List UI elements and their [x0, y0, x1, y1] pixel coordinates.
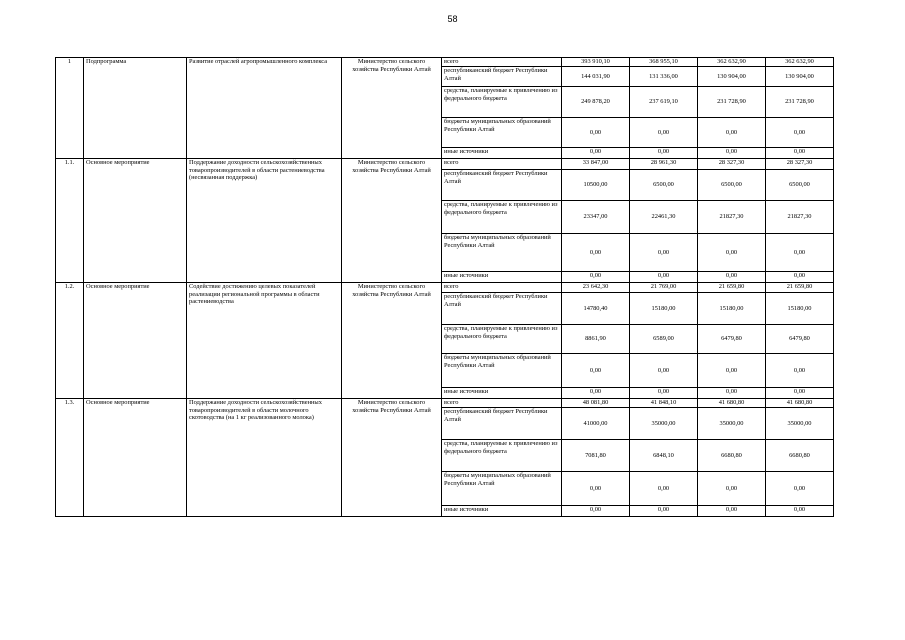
amount-cell: 23347,00 — [562, 201, 630, 234]
row-name: Поддержание доходности сельскохозяйственных товаропроизводителей в области растениеводства (несвязанная поддержка) — [187, 159, 342, 283]
amount-cell: 22461,30 — [630, 201, 698, 234]
amount-cell: 0,00 — [698, 234, 766, 272]
row-name: Содействие достижению целевых показателей реализации региональной программы в области растениеводства — [187, 283, 342, 399]
amount-cell: 35000,00 — [630, 408, 698, 440]
amount-cell: 362 632,90 — [698, 58, 766, 67]
amount-cell: 0,00 — [698, 148, 766, 159]
amount-cell: 0,00 — [766, 148, 834, 159]
row-number: 1.1. — [56, 159, 84, 283]
amount-cell: 0,00 — [766, 118, 834, 148]
source-label: республиканский бюджет Республики Алтай — [442, 67, 562, 87]
source-label: республиканский бюджет Республики Алтай — [442, 408, 562, 440]
row-name: Поддержание доходности сельскохозяйственных товаропроизводителей в области молочного скотоводства (на 1 кг реализованного молока) — [187, 399, 342, 517]
amount-cell: 6500,00 — [698, 170, 766, 201]
amount-cell: 21827,30 — [698, 201, 766, 234]
amount-cell: 0,00 — [630, 388, 698, 399]
page-number: 58 — [447, 14, 458, 24]
amount-cell: 6500,00 — [630, 170, 698, 201]
amount-cell: 6479,80 — [698, 325, 766, 354]
amount-cell: 130 904,00 — [766, 67, 834, 87]
amount-cell: 35000,00 — [698, 408, 766, 440]
amount-cell: 0,00 — [698, 118, 766, 148]
amount-cell: 14780,40 — [562, 293, 630, 325]
amount-cell: 6479,80 — [766, 325, 834, 354]
source-label: бюджеты муниципальных образований Республики Алтай — [442, 234, 562, 272]
amount-cell: 23 642,30 — [562, 283, 630, 293]
source-label: всего — [442, 399, 562, 408]
amount-cell: 0,00 — [630, 506, 698, 517]
amount-cell: 6680,80 — [766, 440, 834, 472]
amount-cell: 231 728,90 — [698, 87, 766, 118]
amount-cell: 0,00 — [562, 272, 630, 283]
amount-cell: 41000,00 — [562, 408, 630, 440]
source-label: всего — [442, 283, 562, 293]
source-label: бюджеты муниципальных образований Республики Алтай — [442, 354, 562, 388]
amount-cell: 15180,00 — [766, 293, 834, 325]
source-label: всего — [442, 159, 562, 170]
amount-cell: 41 848,10 — [630, 399, 698, 408]
amount-cell: 0,00 — [630, 472, 698, 506]
row-type: Основное мероприятие — [84, 283, 187, 399]
budget-table — [55, 57, 834, 517]
amount-cell: 15180,00 — [698, 293, 766, 325]
row-name: Развитие отраслей агропромышленного комплекса — [187, 58, 342, 159]
row-responsible: Министерство сельского хозяйства Республики Алтай — [342, 283, 442, 399]
amount-cell: 0,00 — [562, 118, 630, 148]
amount-cell: 0,00 — [698, 272, 766, 283]
amount-cell: 0,00 — [630, 354, 698, 388]
row-responsible: Министерство сельского хозяйства Республики Алтай — [342, 399, 442, 517]
source-label: всего — [442, 58, 562, 67]
amount-cell: 0,00 — [698, 354, 766, 388]
amount-cell: 393 910,10 — [562, 58, 630, 67]
amount-cell: 6589,00 — [630, 325, 698, 354]
amount-cell: 130 904,00 — [698, 67, 766, 87]
amount-cell: 131 336,00 — [630, 67, 698, 87]
table-row — [56, 399, 834, 408]
source-label: иные источники — [442, 388, 562, 399]
row-number: 1.3. — [56, 399, 84, 517]
source-label: иные источники — [442, 148, 562, 159]
source-label: средства, планируемые к привлечению из федерального бюджета — [442, 87, 562, 118]
amount-cell: 144 031,90 — [562, 67, 630, 87]
amount-cell: 15180,00 — [630, 293, 698, 325]
amount-cell: 0,00 — [630, 234, 698, 272]
row-type: Подпрограмма — [84, 58, 187, 159]
amount-cell: 0,00 — [766, 472, 834, 506]
table-row — [56, 283, 834, 293]
amount-cell: 0,00 — [562, 506, 630, 517]
amount-cell: 368 955,10 — [630, 58, 698, 67]
source-label: бюджеты муниципальных образований Республики Алтай — [442, 472, 562, 506]
amount-cell: 41 680,80 — [698, 399, 766, 408]
table-row — [56, 58, 834, 67]
amount-cell: 0,00 — [698, 388, 766, 399]
amount-cell: 6500,00 — [766, 170, 834, 201]
amount-cell: 249 878,20 — [562, 87, 630, 118]
amount-cell: 0,00 — [562, 388, 630, 399]
amount-cell: 0,00 — [562, 234, 630, 272]
source-label: средства, планируемые к привлечению из федерального бюджета — [442, 201, 562, 234]
amount-cell: 41 680,80 — [766, 399, 834, 408]
source-label: иные источники — [442, 272, 562, 283]
amount-cell: 0,00 — [766, 388, 834, 399]
amount-cell: 0,00 — [698, 506, 766, 517]
row-type: Основное мероприятие — [84, 159, 187, 283]
amount-cell: 0,00 — [698, 472, 766, 506]
amount-cell: 21 659,80 — [698, 283, 766, 293]
amount-cell: 33 847,00 — [562, 159, 630, 170]
row-responsible: Министерство сельского хозяйства Республики Алтай — [342, 159, 442, 283]
amount-cell: 0,00 — [766, 506, 834, 517]
amount-cell: 28 961,30 — [630, 159, 698, 170]
amount-cell: 0,00 — [766, 234, 834, 272]
source-label: республиканский бюджет Республики Алтай — [442, 293, 562, 325]
source-label: средства, планируемые к привлечению из федерального бюджета — [442, 440, 562, 472]
amount-cell: 0,00 — [562, 472, 630, 506]
amount-cell: 0,00 — [562, 354, 630, 388]
amount-cell: 21 659,80 — [766, 283, 834, 293]
amount-cell: 6680,80 — [698, 440, 766, 472]
amount-cell: 28 327,30 — [698, 159, 766, 170]
amount-cell: 0,00 — [630, 118, 698, 148]
amount-cell: 10500,00 — [562, 170, 630, 201]
row-number: 1.2. — [56, 283, 84, 399]
amount-cell: 0,00 — [630, 148, 698, 159]
amount-cell: 0,00 — [630, 272, 698, 283]
amount-cell: 8861,90 — [562, 325, 630, 354]
amount-cell: 362 632,90 — [766, 58, 834, 67]
amount-cell: 0,00 — [766, 354, 834, 388]
source-label: республиканский бюджет Республики Алтай — [442, 170, 562, 201]
table-row — [56, 159, 834, 170]
amount-cell: 21 769,00 — [630, 283, 698, 293]
source-label: бюджеты муниципальных образований Республики Алтай — [442, 118, 562, 148]
amount-cell: 28 327,30 — [766, 159, 834, 170]
row-number: 1 — [56, 58, 84, 159]
source-label: средства, планируемые к привлечению из федерального бюджета — [442, 325, 562, 354]
amount-cell: 7081,80 — [562, 440, 630, 472]
amount-cell: 237 619,10 — [630, 87, 698, 118]
row-type: Основное мероприятие — [84, 399, 187, 517]
amount-cell: 0,00 — [562, 148, 630, 159]
row-responsible: Министерство сельского хозяйства Республики Алтай — [342, 58, 442, 159]
amount-cell: 35000,00 — [766, 408, 834, 440]
amount-cell: 48 081,80 — [562, 399, 630, 408]
source-label: иные источники — [442, 506, 562, 517]
amount-cell: 21827,30 — [766, 201, 834, 234]
amount-cell: 0,00 — [766, 272, 834, 283]
amount-cell: 6848,10 — [630, 440, 698, 472]
amount-cell: 231 728,90 — [766, 87, 834, 118]
budget-table-body — [56, 58, 834, 517]
